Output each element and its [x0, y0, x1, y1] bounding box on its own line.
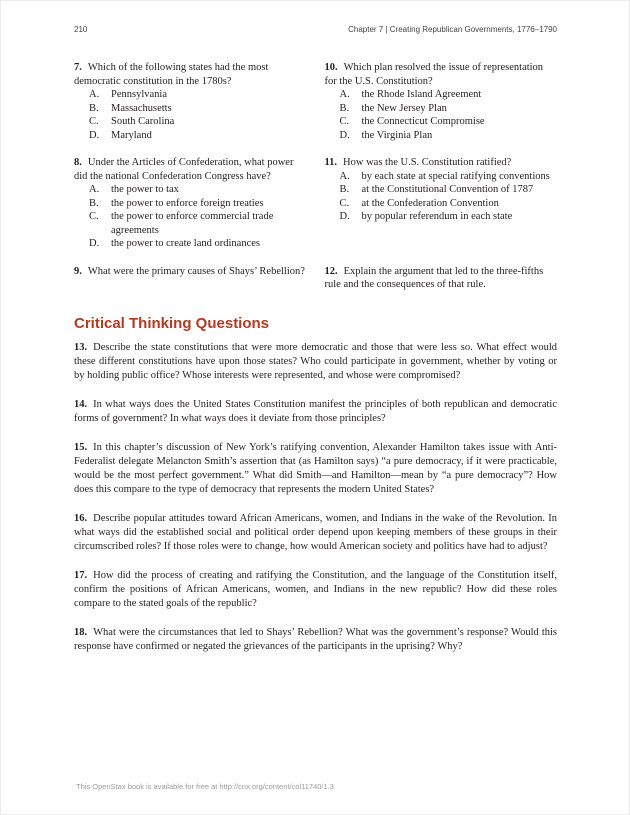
option-text: the Rhode Island Agreement [361, 89, 482, 100]
question-number: 7. [74, 62, 82, 73]
option-letter: A. [89, 184, 100, 195]
critical-thinking-heading: Critical Thinking Questions [74, 314, 270, 332]
option-letter: D. [339, 129, 350, 141]
option-text: Massachusetts [111, 102, 172, 114]
option-text: the New Jersey Plan [361, 102, 447, 114]
question-text: 11. How was the U.S. Constitution ratified? [324, 157, 512, 168]
question-8 [74, 156, 307, 251]
option-text: the power to enforce foreign treaties [111, 197, 264, 209]
ctq-question-16: 16. Describe popular attitudes toward African Americans, women, and Indians in the wake of the Revolution. In what ways did the established social and political order depend upon keeping members of these groups in their circumscribed roles? If those roles were to change, how would American society and politics have had to adjust? [74, 512, 557, 552]
question-number: 12. [324, 265, 338, 277]
option-letter: B. [89, 102, 99, 114]
option-D [74, 129, 307, 143]
ctq-question-18: 18. What were the circumstances that led to Shays’ Rebellion? What was the government’s response? Would this response have confirmed or negated the grievances of the participants in the uprising? Why? [74, 626, 557, 652]
option-text: the power to tax [111, 184, 179, 195]
question-number: 11. [324, 157, 338, 168]
question-number: 14. [74, 398, 88, 410]
question-7 [74, 61, 307, 142]
question-number: 10. [324, 62, 338, 73]
option-text: at the Confederation Convention [361, 197, 499, 209]
ctq-question-17: 17. How did the process of creating and ratifying the Constitution, and the language of the Constitution itself, confirm the positions of African Americans, women, and Indians in the new republic? How did these roles compare to the stated goals of the republic? [74, 569, 557, 609]
question-text: 10. Which plan resolved the issue of representation for the U.S. Constitution? [324, 62, 544, 87]
ctq-question-15: 15. In this chapter’s discussion of New York’s ratifying convention, Alexander Hamilton takes issue with Anti-Federalist delegate Melancton Smith’s assertion that (as Hamilton says) “a pure democracy, if it were practicable, would be the most perfect government.” What did Smith—and Hamilton—mean by “a pure democracy”? How does this compare to the type of democracy that represents the modern United States? [74, 441, 557, 495]
option-letter: A. [89, 89, 100, 100]
question-text: 8. Under the Articles of Confederation, what power did the national Confederation Congress have? [74, 157, 294, 182]
question-text: 9. What were the primary causes of Shays’ Rebellion? [74, 265, 305, 277]
answer-options [74, 88, 307, 142]
page-header [74, 25, 557, 34]
option-B [325, 183, 558, 197]
option-letter: B. [339, 184, 350, 195]
option-C [325, 197, 558, 211]
page-number: 210 [74, 25, 88, 34]
option-text: Maryland [111, 129, 152, 141]
option-letter: C. [339, 197, 350, 209]
critical-thinking-questions-section [74, 341, 557, 654]
ctq-question-13: 13. Describe the state constitutions that were more democratic and those that were less so. What effect would these different constitutions have upon those states? Who could participate in government, whether by voting or by holding public office? Whose interests were represented, and whose were compromised? [74, 341, 557, 381]
question-text: 7. Which of the following states had the most democratic constitution in the 1780s? [74, 62, 269, 87]
option-D [325, 129, 558, 143]
option-D [74, 237, 307, 251]
page-footer [76, 782, 334, 791]
page-body [74, 61, 557, 654]
option-A [74, 183, 307, 197]
option-letter: C. [339, 116, 350, 127]
option-A [74, 88, 307, 102]
question-10 [325, 61, 558, 142]
question-11 [325, 156, 558, 251]
option-text: the power to enforce commercial trade agreements [111, 211, 274, 236]
option-letter: B. [339, 102, 350, 114]
review-questions-section [74, 61, 557, 292]
answer-options [325, 88, 558, 142]
option-letter: A. [339, 170, 350, 182]
question-text: 12. Explain the argument that led to the three-fifths rule and the consequences of that rule. [324, 265, 544, 290]
option-A [325, 170, 558, 184]
option-letter: B. [89, 197, 99, 209]
question-number: 18. [74, 626, 88, 638]
question-number: 15. [74, 441, 88, 453]
option-letter: C. [89, 211, 99, 222]
question-number: 17. [74, 569, 88, 581]
footer-note: This OpenStax book is available for free at http://cnx.org/content/col11740/1.3 [76, 782, 334, 791]
option-B [74, 102, 307, 116]
question-number: 16. [74, 512, 88, 524]
option-text: by each state at special ratifying conventions [361, 170, 550, 182]
option-text: South Carolina [111, 116, 175, 127]
option-letter: D. [89, 129, 100, 141]
option-text: by popular referendum in each state [361, 211, 513, 222]
question-9 [74, 265, 307, 292]
option-text: the power to create land ordinances [111, 238, 260, 249]
question-12 [325, 265, 558, 292]
option-letter: D. [339, 211, 350, 222]
option-C [74, 210, 307, 237]
option-B [325, 102, 558, 116]
ctq-question-14: 14. In what ways does the United States Constitution manifest the principles of both republican and democratic forms of government? In what ways does it deviate from those principles? [74, 398, 557, 424]
option-A [325, 88, 558, 102]
question-number: 8. [74, 157, 82, 168]
option-letter: A. [339, 89, 350, 100]
chapter-title: Chapter 7 | Creating Republican Governments, 1776–1790 [348, 25, 557, 34]
answer-options [74, 183, 307, 251]
option-letter: D. [89, 238, 100, 249]
option-C [325, 115, 558, 129]
option-B [74, 197, 307, 211]
answer-options [325, 170, 558, 224]
option-C [74, 115, 307, 129]
option-text: the Virginia Plan [361, 129, 433, 141]
option-text: at the Constitutional Convention of 1787 [361, 184, 534, 195]
option-letter: C. [89, 116, 99, 127]
question-number: 9. [74, 265, 82, 277]
option-text: the Connecticut Compromise [361, 116, 485, 127]
option-D [325, 210, 558, 224]
option-text: Pennsylvania [111, 89, 167, 100]
question-number: 13. [74, 341, 88, 353]
